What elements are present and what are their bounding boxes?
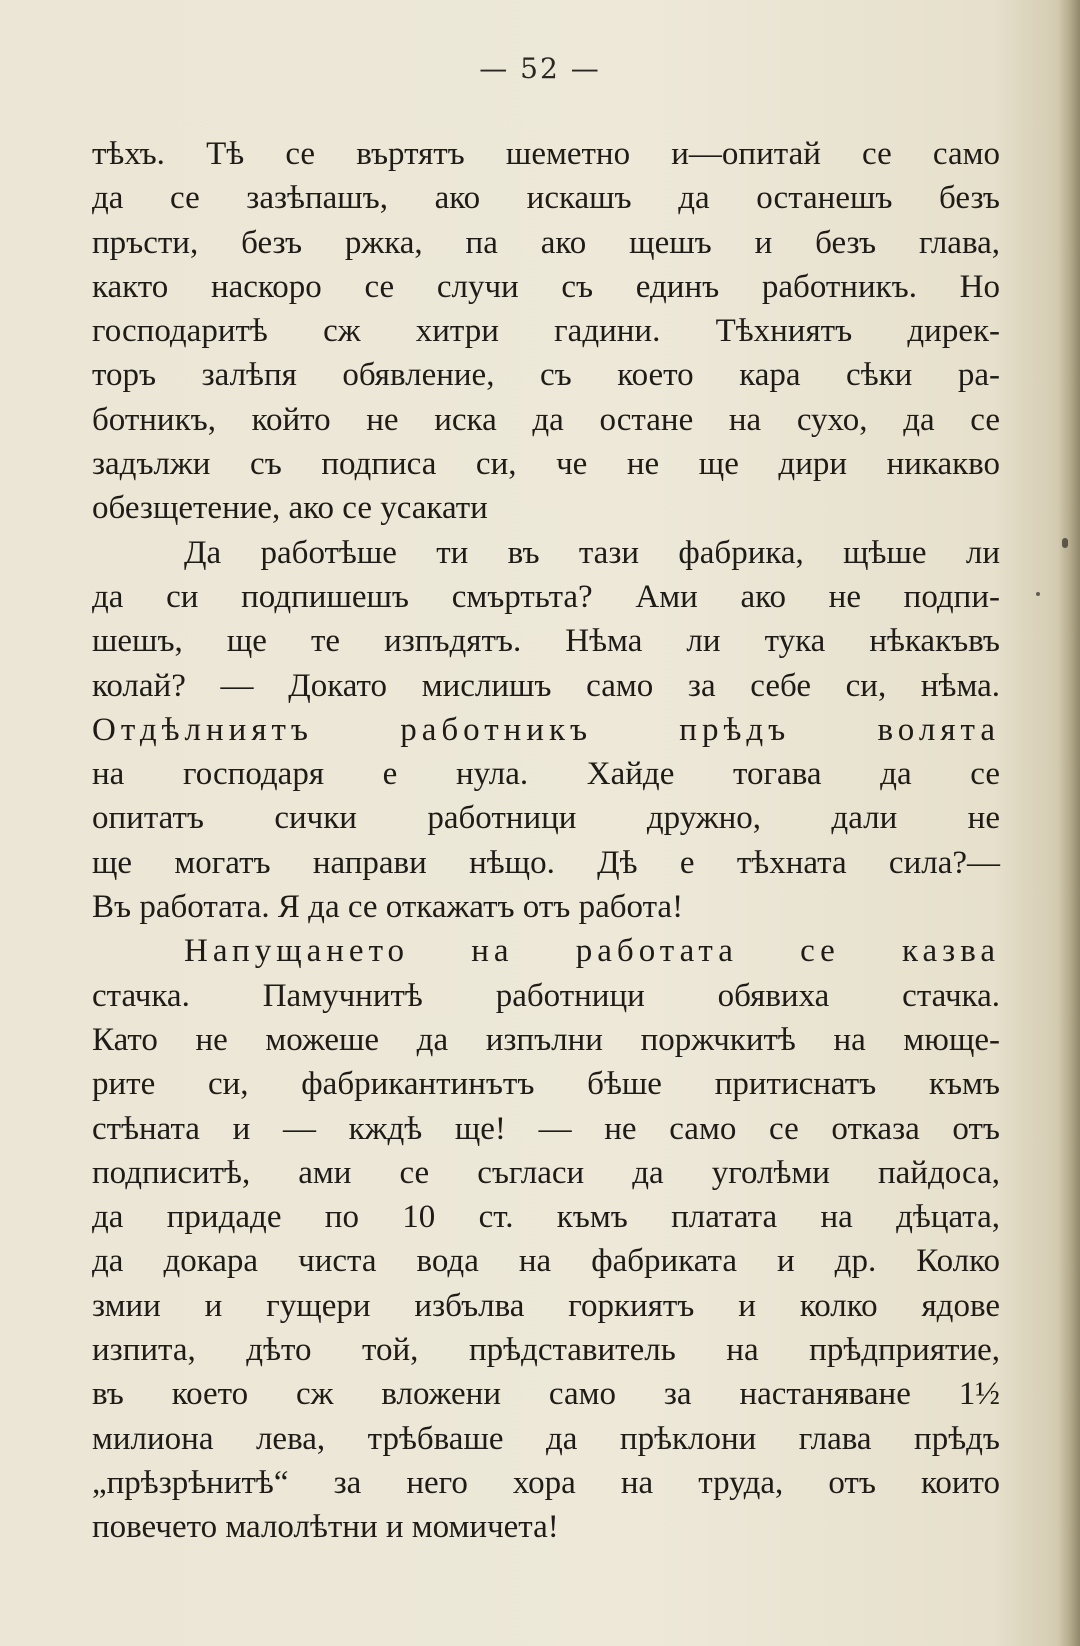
ink-speck-mark <box>1036 592 1040 596</box>
text-line: да докара чиста вода на фабриката и др. Колко <box>92 1243 1000 1280</box>
page-edge-shadow <box>1058 0 1080 1646</box>
text-line: въ което сж вложени само за настаняване 1½ <box>92 1376 1000 1413</box>
text-line-part: рите си, фабрикантинътъ бѣше притиснатъ къмъ <box>92 1066 1000 1103</box>
text-line: обезщетение, ако се усакати <box>92 490 488 527</box>
text-line: да се зазѣпашъ, ако искашъ да останешъ безъ <box>92 180 1000 217</box>
text-line: тѣхъ. Тѣ се въртятъ шеметно и—опитай се само <box>92 136 1000 172</box>
text-line: ще могатъ направи нѣщо. Дѣ е тѣхната сила?— <box>92 844 1000 881</box>
body-text <box>92 132 1000 1550</box>
text-line <box>92 1018 1000 1107</box>
text-line: „прѣзрѣнитѣ“ за него хора на труда, отъ които <box>92 1464 1000 1501</box>
text-line: торъ залѣпя обявление, съ което кара сѣки ра- <box>92 357 1000 394</box>
text-line: ботникъ, който не иска да остане на сухо, да се <box>92 401 1000 438</box>
text-line: милиона лева, трѣбваше да прѣклони глава прѣдъ <box>92 1420 1000 1457</box>
text-line: стѣната и — кждѣ ще! — не само се отказа отъ <box>92 1110 1000 1147</box>
text-line: колай? — Докато мислишъ само за себе си, нѣма. <box>92 667 1000 704</box>
text-line: пръсти, безъ ржка, па ако щешъ и безъ глава, <box>92 224 1000 261</box>
text-line-emphasis: Напущането на работата се казва <box>184 933 1000 970</box>
ink-speck-mark <box>1062 538 1068 548</box>
text-line: на господаря е нула. Хайде тогава да се <box>92 756 1000 793</box>
text-line: стачка. Памучнитѣ работници обявиха стачка. <box>92 977 1000 1014</box>
page-number: — 52 — <box>479 52 601 85</box>
text-line: шешъ, ще те изпъдятъ. Нѣма ли тука нѣкакъвъ <box>92 623 1000 660</box>
text-line: да си подпишешъ смъртьта? Ами ако не подпи- <box>92 578 1000 615</box>
text-line: изпита, дѣто той, прѣдставитель на прѣдприятие, <box>92 1332 1000 1369</box>
text-line-part: Като не можеше да изпълни поржчкитѣ на мюще- <box>92 1021 1000 1058</box>
text-line: Да работѣше ти въ тази фабрика, щѣше ли <box>184 534 1000 571</box>
text-line: змии и гущери избълва горкиятъ и колко ядове <box>92 1287 1000 1324</box>
text-line: задължи съ подписа си, че не ще дири никакво <box>92 446 1000 483</box>
text-line-emphasis: Отдѣлниятъ работникъ прѣдъ волята <box>92 711 1000 748</box>
text-line: Въ работата. Я да се откажатъ отъ работа! <box>92 889 684 926</box>
text-line: опитатъ сички работници дружно, дали не <box>92 800 1000 837</box>
text-line: повечето малолѣтни и момичета! <box>92 1509 559 1546</box>
text-line: подписитѣ, ами се съгласи да уголѣми пайдоса, <box>92 1154 1000 1191</box>
text-line: господаритѣ сж хитри гадини. Тѣхниятъ дирек- <box>92 313 1000 350</box>
text-line: да придаде по 10 ст. къмъ платата на дѣцата, <box>92 1199 1000 1236</box>
text-line: както наскоро се случи съ единъ работникъ. Но <box>92 268 1000 305</box>
